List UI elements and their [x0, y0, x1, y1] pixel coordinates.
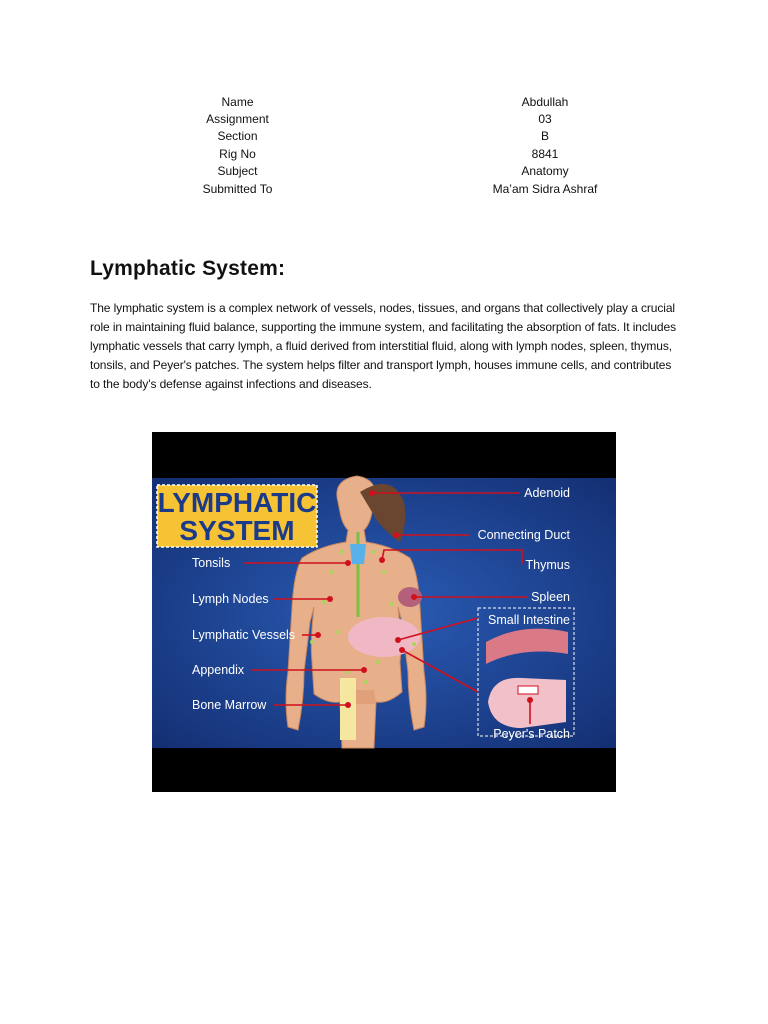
label-peyers-patch: Peyer's Patch	[493, 727, 570, 741]
figure-title-line1: LYMPHATIC	[157, 487, 317, 518]
label-connecting-duct: Connecting Duct	[477, 528, 570, 542]
info-row	[120, 93, 680, 110]
lymphatic-system-figure	[152, 432, 616, 792]
info-key: Submitted To	[202, 181, 273, 196]
info-row	[120, 110, 680, 127]
page-title: Lymphatic System:	[90, 257, 286, 280]
label-small-intestine: Small Intestine	[488, 613, 570, 627]
label-tonsils: Tonsils	[192, 556, 231, 570]
info-table	[120, 93, 680, 197]
info-value: 8841	[531, 146, 559, 161]
label-lymph-nodes: Lymph Nodes	[192, 592, 269, 606]
info-key: Rig No	[219, 146, 256, 161]
info-key: Assignment	[206, 112, 269, 127]
thymus-organ	[350, 544, 366, 564]
label-appendix: Appendix	[192, 663, 245, 677]
info-key: Section	[217, 129, 258, 144]
info-value: B	[540, 129, 549, 144]
label-thymus: Thymus	[525, 558, 570, 572]
label-adenoid: Adenoid	[524, 486, 570, 500]
figure-title-line2: SYSTEM	[179, 515, 295, 546]
info-value: Abdullah	[521, 94, 569, 109]
info-value: 03	[538, 112, 552, 127]
info-key: Subject	[217, 164, 258, 179]
figure-illustration	[152, 432, 616, 792]
label-bone-marrow: Bone Marrow	[192, 698, 267, 712]
label-lymphatic-vessels: Lymphatic Vessels	[192, 628, 296, 642]
info-row	[120, 128, 680, 145]
info-row	[120, 163, 680, 180]
info-key: Name	[221, 94, 254, 109]
info-row	[120, 145, 680, 162]
info-value: Anatomy	[521, 164, 569, 179]
bone-marrow-organ	[340, 678, 356, 740]
info-value: Ma’am Sidra Ashraf	[492, 181, 598, 196]
label-spleen: Spleen	[531, 590, 570, 604]
info-row	[120, 180, 680, 197]
body-paragraph: The lymphatic system is a complex network of vessels, nodes, tissues, and organs that collectively play a crucial role in maintaining fluid balance, supporting the immune system, and facilitating the absorption of fats. It includes lymphatic vessels that carry lymph, a fluid derived from interstitial fluid, along with lymph nodes, spleen, thymus, tonsils, and Peyer's patches. The system helps filter and transport lymph, houses immune cells, and contributes to the body's defense against infections and diseases.	[90, 301, 676, 391]
